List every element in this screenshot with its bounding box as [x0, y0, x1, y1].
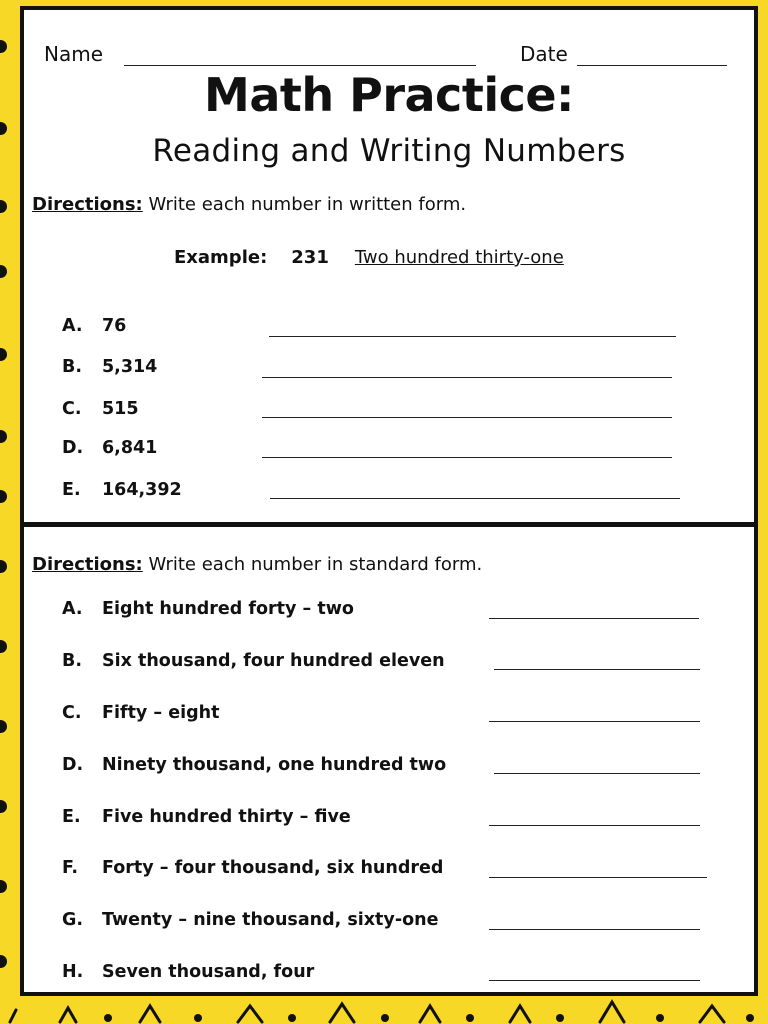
example-words: Two hundred thirty-one — [354, 247, 564, 268]
directions-text: Write each number in written form. — [148, 194, 467, 215]
item-number: 164,392 — [102, 480, 182, 500]
answer-line[interactable] — [262, 377, 672, 378]
answer-line[interactable] — [489, 877, 707, 878]
border-dot — [0, 430, 7, 443]
answer-line[interactable] — [262, 457, 672, 458]
list-item — [62, 357, 157, 377]
deco-stroke — [600, 1002, 624, 1022]
deco-dot — [656, 1014, 664, 1022]
deco-stroke — [238, 1006, 262, 1022]
deco-stroke — [420, 1006, 440, 1022]
list-item — [62, 651, 445, 671]
directions-label: Directions: — [32, 554, 143, 575]
answer-line[interactable] — [489, 618, 699, 619]
border-dot — [0, 800, 7, 813]
worksheet-part-1 — [20, 6, 758, 526]
border-dot — [0, 122, 7, 135]
list-item — [62, 755, 446, 775]
answer-line[interactable] — [489, 721, 700, 722]
item-words: Eight hundred forty – two — [102, 599, 354, 619]
list-item — [62, 962, 314, 982]
directions-written-form — [32, 194, 466, 215]
date-field[interactable] — [577, 65, 727, 66]
list-item — [62, 438, 157, 458]
answer-line[interactable] — [489, 929, 700, 930]
border-dot — [0, 955, 7, 968]
deco-dot — [381, 1014, 389, 1022]
directions-text: Write each number in standard form. — [148, 554, 483, 575]
page-subtitle: Reading and Writing Numbers — [152, 133, 626, 169]
item-number: 6,841 — [102, 438, 158, 458]
decorative-border-shapes — [0, 998, 768, 1024]
item-number: 76 — [102, 316, 127, 336]
item-letter: B. — [62, 651, 82, 671]
item-letter: D. — [62, 755, 84, 775]
item-letter: F. — [62, 858, 79, 878]
worksheet-part-2 — [20, 523, 758, 996]
directions-standard-form — [32, 554, 482, 575]
list-item — [62, 316, 126, 336]
item-letter: H. — [62, 962, 84, 982]
example-number: 231 — [291, 247, 329, 268]
deco-stroke — [60, 1008, 76, 1022]
item-number: 515 — [102, 399, 139, 419]
border-dot — [0, 560, 7, 573]
list-item — [62, 703, 220, 723]
border-dot — [0, 265, 7, 278]
name-label: Name — [44, 42, 104, 66]
item-letter: A. — [62, 599, 83, 619]
list-item — [62, 399, 139, 419]
item-letter: G. — [62, 910, 84, 930]
item-letter: D. — [62, 438, 84, 458]
answer-line[interactable] — [494, 773, 700, 774]
list-item — [62, 910, 438, 930]
item-number: 5,314 — [102, 357, 158, 377]
deco-dot — [288, 1014, 296, 1022]
directions-label: Directions: — [32, 194, 143, 215]
deco-dot — [466, 1014, 474, 1022]
item-letter: E. — [62, 480, 81, 500]
border-dot — [0, 348, 7, 361]
answer-line[interactable] — [262, 417, 672, 418]
item-words: Ninety thousand, one hundred two — [102, 755, 447, 775]
deco-stroke — [10, 1010, 16, 1022]
deco-stroke — [700, 1006, 724, 1022]
border-dot — [0, 490, 7, 503]
item-letter: C. — [62, 703, 82, 723]
deco-dot — [104, 1014, 112, 1022]
deco-stroke — [330, 1004, 354, 1022]
item-letter: B. — [62, 357, 82, 377]
deco-dot — [746, 1014, 754, 1022]
item-letter: A. — [62, 316, 83, 336]
item-words: Seven thousand, four — [102, 962, 315, 982]
name-field[interactable] — [124, 65, 476, 66]
date-label: Date — [520, 42, 568, 66]
item-letter: C. — [62, 399, 82, 419]
deco-stroke — [510, 1006, 530, 1022]
page-title: Math Practice: — [204, 68, 574, 122]
item-words: Five hundred thirty – five — [102, 807, 351, 827]
item-words: Six thousand, four hundred eleven — [102, 651, 445, 671]
deco-dot — [194, 1014, 202, 1022]
border-dot — [0, 880, 7, 893]
list-item — [62, 807, 351, 827]
list-item — [62, 480, 182, 500]
deco-stroke — [140, 1006, 160, 1022]
deco-dot — [556, 1014, 564, 1022]
example-label: Example: — [174, 247, 268, 268]
answer-line[interactable] — [489, 980, 700, 981]
border-dot — [0, 40, 7, 53]
list-item — [62, 858, 443, 878]
example — [174, 247, 564, 268]
answer-line[interactable] — [270, 498, 680, 499]
answer-line[interactable] — [489, 825, 700, 826]
border-dot — [0, 720, 7, 733]
item-letter: E. — [62, 807, 81, 827]
item-words: Twenty – nine thousand, sixty-one — [102, 910, 439, 930]
item-words: Forty – four thousand, six hundred — [102, 858, 444, 878]
item-words: Fifty – eight — [102, 703, 220, 723]
border-dot — [0, 640, 7, 653]
answer-line[interactable] — [494, 669, 700, 670]
list-item — [62, 599, 354, 619]
answer-line[interactable] — [269, 336, 676, 337]
border-dot — [0, 200, 7, 213]
